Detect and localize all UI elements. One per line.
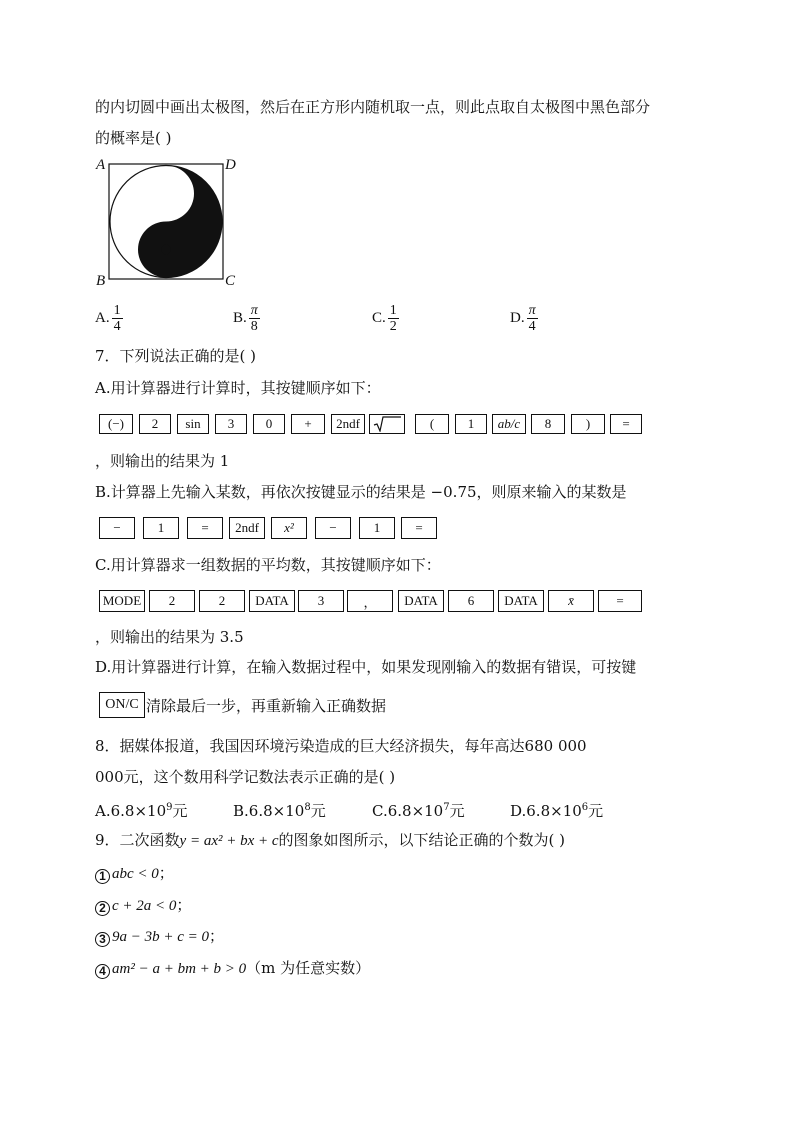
q7-option-c-result: ，则输出的结果为 3.5 xyxy=(95,628,244,646)
key-sin[interactable]: sin xyxy=(177,414,209,434)
option-base: 6.8×10 xyxy=(110,802,167,820)
option-unit: 元 xyxy=(172,802,188,820)
key-data[interactable]: DATA xyxy=(498,590,544,612)
option-label: B. xyxy=(233,309,247,326)
option-unit: 元 xyxy=(588,802,604,820)
circled-number: 3 xyxy=(95,932,110,947)
numerator: π xyxy=(528,302,536,318)
key-3[interactable]: 3 xyxy=(298,590,344,612)
key-8[interactable]: 8 xyxy=(531,414,565,434)
option-exponent: 6 xyxy=(581,802,589,813)
option-base: 6.8×10 xyxy=(248,802,305,820)
key-sqrt[interactable] xyxy=(369,414,405,434)
key-minus[interactable]: − xyxy=(315,517,351,539)
q7-option-d-tail: 清除最后一步，再重新输入正确数据 xyxy=(146,697,387,715)
fraction xyxy=(527,303,538,334)
q9-item-3 xyxy=(95,926,224,947)
key-data[interactable]: DATA xyxy=(249,590,295,612)
key-x-squared[interactable]: x² xyxy=(271,517,307,539)
circled-number: 2 xyxy=(95,901,110,916)
taiji-figure xyxy=(92,155,242,290)
key-comma[interactable]: ， xyxy=(347,590,393,612)
key-equals[interactable]: = xyxy=(598,590,642,612)
circled-number: 4 xyxy=(95,964,110,979)
option-base: 6.8×10 xyxy=(526,802,582,820)
key-1[interactable]: 1 xyxy=(455,414,487,434)
q9-stem-prefix: 9．二次函数 xyxy=(95,831,180,849)
key-close-paren[interactable]: ) xyxy=(571,414,605,434)
q7-option-d-text: D.用计算器进行计算，在输入数据过程中，如果发现刚输入的数据有错误，可按键 xyxy=(95,658,637,676)
q8-line-1: 8．据媒体报道，我国因环境污染造成的巨大经济损失，每年高达680 000 xyxy=(95,737,587,755)
option-label: C. xyxy=(372,802,388,820)
vertex-d-label: D xyxy=(225,157,236,173)
q9-item-1 xyxy=(95,863,174,884)
option-exponent: 8 xyxy=(304,802,311,813)
option-label: D. xyxy=(510,802,527,820)
q6-line-1: 的内切圆中画出太极图，然后在正方形内随机取一点，则此点取自太极图中黑色部分 xyxy=(95,98,651,116)
numerator: 1 xyxy=(389,302,397,318)
q8-option-c[interactable] xyxy=(372,798,465,821)
denominator: 4 xyxy=(113,318,121,334)
numerator: π xyxy=(250,302,258,318)
key-2ndf[interactable]: 2ndf xyxy=(331,414,365,434)
option-exponent: 9 xyxy=(166,802,173,813)
option-exponent: 7 xyxy=(443,802,450,813)
key-2ndf[interactable]: 2ndf xyxy=(229,517,265,539)
sqrt-icon xyxy=(372,416,402,432)
item-formula: am² − a + bm + b > 0 xyxy=(112,961,247,977)
q9-stem xyxy=(95,830,565,851)
q8-option-d[interactable] xyxy=(510,798,603,821)
q7-option-c-text: C.用计算器求一组数据的平均数，其按键顺序如下： xyxy=(95,556,441,574)
circled-number: 1 xyxy=(95,869,110,884)
key-minus[interactable]: − xyxy=(99,517,135,539)
fraction xyxy=(388,303,399,334)
option-label: A. xyxy=(95,802,111,820)
key-2[interactable]: 2 xyxy=(199,590,245,612)
q6-line-2: 的概率是( ) xyxy=(95,129,172,147)
item-tail: ； xyxy=(209,927,225,945)
key-open-paren[interactable]: ( xyxy=(415,414,449,434)
q6-option-a[interactable] xyxy=(95,298,123,338)
key-1[interactable]: 1 xyxy=(359,517,395,539)
key-1[interactable]: 1 xyxy=(143,517,179,539)
q6-option-c[interactable] xyxy=(372,298,399,338)
white-dot xyxy=(161,189,171,199)
key-plus[interactable]: + xyxy=(291,414,325,434)
key-ab-c[interactable]: ab/c xyxy=(492,414,526,434)
option-label: C. xyxy=(372,309,386,326)
key-data[interactable]: DATA xyxy=(398,590,444,612)
key-2[interactable]: 2 xyxy=(139,414,171,434)
q9-stem-suffix: 的图象如图所示，以下结论正确的个数为( ) xyxy=(278,831,566,849)
q7-stem: 7．下列说法正确的是( ) xyxy=(95,347,257,365)
key-mode[interactable]: MODE xyxy=(99,590,145,612)
option-label: A. xyxy=(95,309,110,326)
q8-option-b[interactable] xyxy=(233,798,326,821)
denominator: 8 xyxy=(250,318,258,334)
key-equals[interactable]: = xyxy=(401,517,437,539)
item-formula: 9a − 3b + c = 0 xyxy=(112,929,210,945)
key-2[interactable]: 2 xyxy=(149,590,195,612)
key-equals[interactable]: = xyxy=(187,517,223,539)
item-formula: abc < 0 xyxy=(112,866,159,882)
fraction xyxy=(249,303,260,334)
q6-option-b[interactable] xyxy=(233,298,260,338)
black-dot xyxy=(161,245,171,255)
vertex-c-label: C xyxy=(225,273,236,289)
key-3[interactable]: 3 xyxy=(215,414,247,434)
key-negative[interactable]: (−) xyxy=(99,414,133,434)
q9-stem-formula: y = ax² + bx + c xyxy=(179,833,279,849)
q8-line-2: 000元，这个数用科学记数法表示正确的是( ) xyxy=(95,768,396,786)
taiji-diagram xyxy=(92,155,242,290)
option-label: B. xyxy=(233,802,249,820)
key-mean[interactable]: x̄ xyxy=(548,590,594,612)
item-formula: c + 2a < 0 xyxy=(112,898,177,914)
vertex-b-label: B xyxy=(96,273,106,289)
key-0[interactable]: 0 xyxy=(253,414,285,434)
key-equals[interactable]: = xyxy=(610,414,642,434)
q7-option-a-text: A.用计算器进行计算时，其按键顺序如下： xyxy=(95,379,381,397)
option-label: D. xyxy=(510,309,525,326)
item-tail: （m 为任意实数） xyxy=(246,959,371,977)
q8-option-a[interactable] xyxy=(95,798,188,821)
item-tail: ； xyxy=(158,864,174,882)
numerator: 1 xyxy=(113,302,121,318)
q6-option-d[interactable] xyxy=(510,298,538,338)
item-tail: ； xyxy=(176,896,192,914)
option-unit: 元 xyxy=(310,802,326,820)
vertex-a-label: A xyxy=(96,157,106,173)
key-on-c[interactable]: ON/C xyxy=(99,692,145,718)
option-unit: 元 xyxy=(449,802,465,820)
option-base: 6.8×10 xyxy=(387,802,444,820)
denominator: 4 xyxy=(528,318,536,334)
q9-item-4 xyxy=(95,958,370,979)
key-6[interactable]: 6 xyxy=(448,590,494,612)
q7-option-a-result: ，则输出的结果为 1 xyxy=(95,452,230,470)
fraction xyxy=(112,303,123,334)
denominator: 2 xyxy=(389,318,397,334)
q9-item-2 xyxy=(95,895,191,916)
q7-option-b-text: B.计算器上先输入某数，再依次按键显示的结果是 −0.75，则原来输入的某数是 xyxy=(95,483,627,501)
